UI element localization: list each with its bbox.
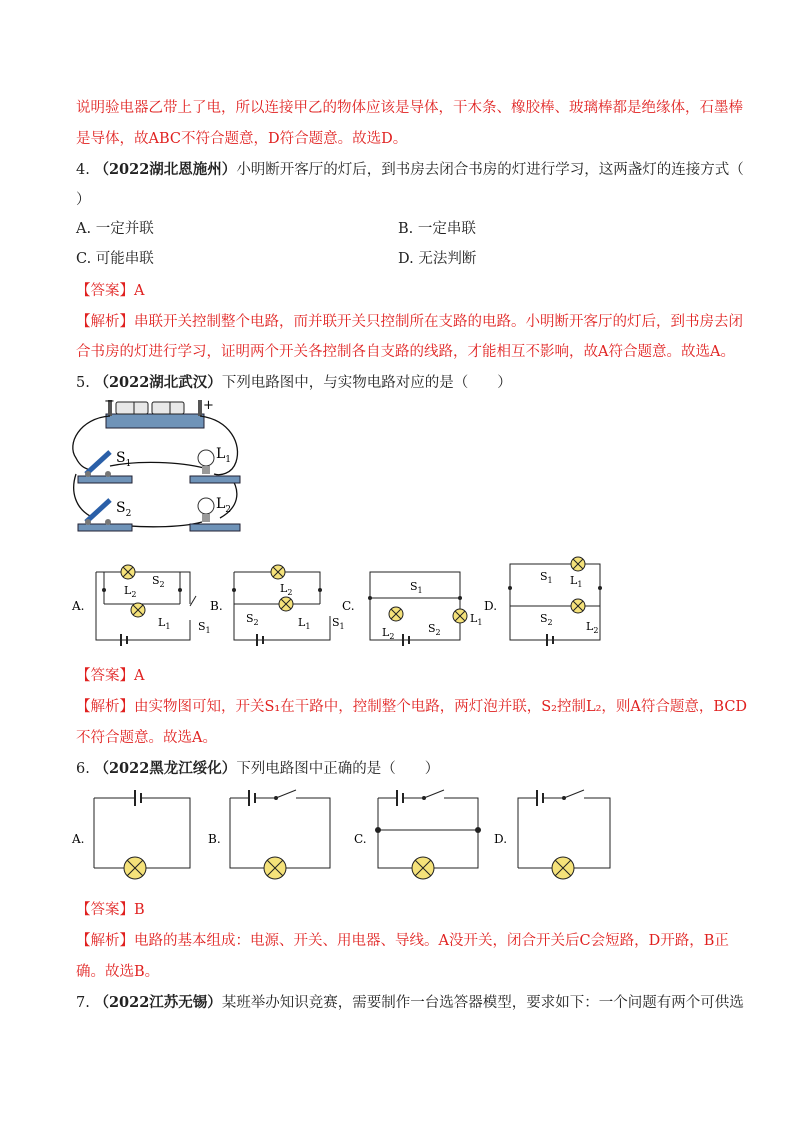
q3-explain-line2: 是导体，故ABC不符合题意，D符合题意。故选D。 bbox=[76, 131, 408, 147]
svg-text:D.: D. bbox=[494, 832, 508, 846]
q5-stem bbox=[76, 372, 512, 394]
q7-number: 7. bbox=[76, 995, 90, 1011]
q4-option-a[interactable]: A. 一定并联 bbox=[76, 221, 154, 237]
s2-label: $S_2$ bbox=[116, 500, 132, 519]
svg-text:L1: $L_1$ bbox=[570, 574, 583, 589]
q6-diagram-d[interactable] bbox=[494, 790, 610, 879]
q3-explain-line1: 说明验电器乙带上了电，所以连接甲乙的物体应该是导体，干木条、橡胶棒、玻璃棒都是绝缘体，石墨棒 bbox=[76, 100, 743, 116]
q4-stem-text: 小明断开客厅的灯后，到书房去闭合书房的灯进行学习，这两盏灯的连接方式（ bbox=[236, 162, 744, 178]
q7-source: （2022江苏无锡） bbox=[94, 994, 222, 1011]
q4-stem bbox=[76, 159, 744, 181]
battery-plus-label: + bbox=[203, 398, 214, 413]
q6-source: （2022黑龙江绥化） bbox=[94, 760, 237, 777]
q7-stem bbox=[76, 992, 744, 1014]
svg-text:L2: $L_2$ bbox=[382, 626, 395, 641]
q6-choice-diagrams bbox=[70, 788, 630, 888]
q6-diagram-c[interactable] bbox=[354, 790, 481, 879]
q5-diagram-c[interactable] bbox=[342, 572, 482, 646]
svg-text:S1: $S_1$ bbox=[540, 570, 553, 585]
q5-explain-text1: 由实物图可知，开关S₁在干路中，控制整个电路，两灯泡并联，S₂控制L₂，则A符合题意，BCD bbox=[134, 699, 748, 715]
q6-explain-label: 【解析】 bbox=[76, 933, 134, 949]
q5-explain-line1 bbox=[76, 696, 747, 718]
q4-answer: 【答案】A bbox=[76, 283, 145, 299]
q4-option-c[interactable]: C. 可能串联 bbox=[76, 251, 154, 267]
q5-explain-line2: 不符合题意。故选A。 bbox=[76, 730, 217, 746]
svg-text:S2: $S_2$ bbox=[540, 612, 553, 627]
svg-text:B.: B. bbox=[208, 832, 221, 846]
q6-explain-line2: 确。故选B。 bbox=[76, 964, 160, 980]
q6-stem-text: 下列电路图中正确的是（ ） bbox=[236, 761, 440, 777]
q5-diagram-a[interactable] bbox=[71, 565, 211, 646]
q5-number: 5. bbox=[76, 375, 90, 391]
q5-diagram-b[interactable] bbox=[210, 565, 345, 646]
svg-text:C.: C. bbox=[354, 832, 367, 846]
svg-text:S1: $S_1$ bbox=[198, 620, 211, 635]
q6-answer: 【答案】B bbox=[76, 902, 145, 918]
q4-number: 4. bbox=[76, 162, 90, 178]
svg-text:L1: $L_1$ bbox=[470, 612, 483, 627]
l1-label: $L_1$ bbox=[216, 446, 232, 465]
q7-stem-text: 某班举办知识竞赛，需要制作一台选答器模型，要求如下：一个问题有两个可供选 bbox=[221, 995, 744, 1011]
svg-text:L2: $L_2$ bbox=[280, 582, 293, 597]
q5-diagram-d[interactable] bbox=[484, 557, 602, 646]
q5-choice-diagrams bbox=[70, 550, 610, 660]
q6-diagram-a[interactable] bbox=[71, 790, 190, 879]
svg-text:A.: A. bbox=[72, 832, 85, 846]
svg-text:D.: D. bbox=[484, 599, 498, 613]
svg-text:L2: $L_2$ bbox=[586, 620, 599, 635]
s1-label: $S_1$ bbox=[116, 450, 132, 469]
lamp-l2-icon bbox=[190, 498, 240, 531]
svg-text:C.: C. bbox=[342, 599, 355, 613]
svg-text:S2: $S_2$ bbox=[152, 574, 165, 589]
svg-text:S1: $S_1$ bbox=[332, 616, 345, 631]
battery-holder-icon bbox=[106, 400, 204, 428]
svg-text:B.: B. bbox=[210, 599, 223, 613]
svg-text:S2: $S_2$ bbox=[246, 612, 259, 627]
svg-text:L2: $L_2$ bbox=[124, 584, 137, 599]
svg-text:L1: $L_1$ bbox=[298, 616, 311, 631]
q5-source: （2022湖北武汉） bbox=[94, 374, 222, 391]
battery-minus-label: − bbox=[104, 394, 115, 409]
l2-label: $L_2$ bbox=[216, 496, 232, 515]
svg-text:S1: $S_1$ bbox=[410, 580, 423, 595]
q5-stem-text: 下列电路图中，与实物电路对应的是（ ） bbox=[221, 375, 512, 391]
q5-physical-circuit-figure bbox=[70, 396, 250, 536]
svg-text:A.: A. bbox=[72, 599, 85, 613]
q4-explain-text1: 串联开关控制整个电路，而并联开关只控制所在支路的电路。小明断开客厅的灯后，到书房去闭 bbox=[134, 314, 743, 330]
q6-stem bbox=[76, 758, 439, 780]
q4-explain-label: 【解析】 bbox=[76, 314, 134, 330]
q4-explain-line1 bbox=[76, 311, 743, 333]
q5-answer: 【答案】A bbox=[76, 668, 145, 684]
svg-text:L1: $L_1$ bbox=[158, 616, 171, 631]
svg-text:S2: $S_2$ bbox=[428, 622, 441, 637]
q6-explain-text1: 电路的基本组成：电源、开关、用电器、导线。A没开关，闭合开关后C会短路，D开路，B正 bbox=[134, 933, 729, 949]
q5-explain-label: 【解析】 bbox=[76, 699, 134, 715]
q4-option-b[interactable]: B. 一定串联 bbox=[398, 221, 476, 237]
q4-explain-line2: 合书房的灯进行学习，证明两个开关各控制各自支路的线路，才能相互不影响，故A符合题意。故选A。 bbox=[76, 344, 735, 360]
q6-number: 6. bbox=[76, 761, 90, 777]
q4-option-d[interactable]: D. 无法判断 bbox=[398, 251, 477, 267]
q4-stem-close: ） bbox=[76, 192, 91, 208]
q6-diagram-b[interactable] bbox=[208, 790, 330, 879]
q6-explain-line1 bbox=[76, 930, 729, 952]
q4-source: （2022湖北恩施州） bbox=[94, 161, 237, 178]
